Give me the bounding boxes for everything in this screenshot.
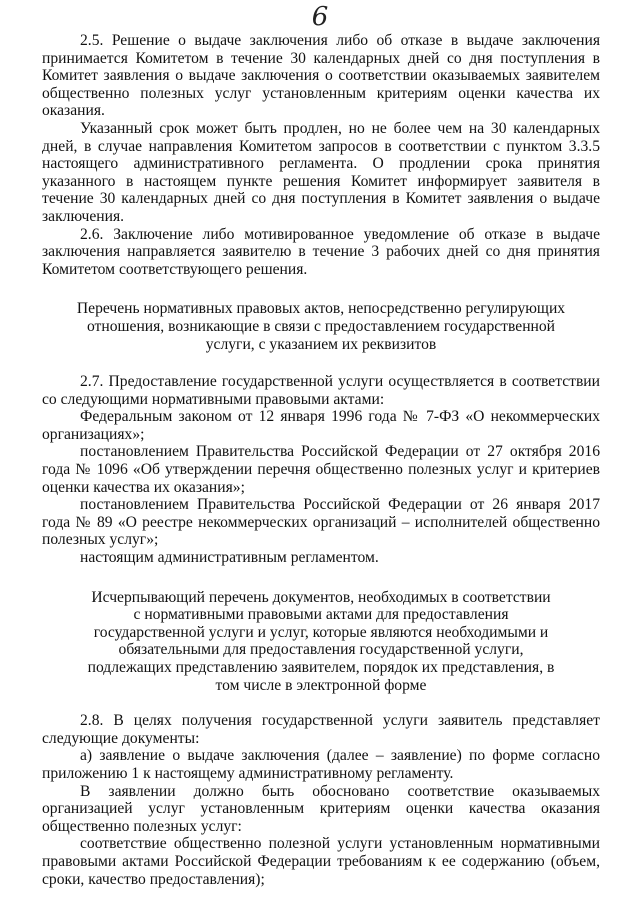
paragraph-2-8: 2.8. В целях получения государственной услуги заявитель представляет следующие документы: xyxy=(42,712,600,747)
legal-act-resolution-1096: постановлением Правительства Российской Федерации от 27 октября 2016 года № 1096 «Об утверждении перечня общественно полезных услуг и критериев оценки качества их оказания»; xyxy=(42,443,600,496)
paragraph-compliance: соответствие общественно полезной услуги установленным нормативными правовыми актами Российской Федерации требованиям к ее содержанию (объем, сроки, качество предоставления); xyxy=(42,835,600,888)
paragraph-2-5: 2.5. Решение о выдаче заключения либо об отказе в выдаче заключения принимается Комитетом в течение 30 календарных дней со дня поступления в Комитет заявления о выдаче заключения о соответствии оказываемых заявителем общественно полезных услуг установленным критериям оценки качества их оказания. xyxy=(42,32,600,120)
legal-act-federal-law: Федеральным законом от 12 января 1996 года № 7-ФЗ «О некоммерческих организациях»; xyxy=(42,408,600,443)
paragraph-2-6: 2.6. Заключение либо мотивированное уведомление об отказе в выдаче заключения направляется заявителю в течение 3 рабочих дней со дня принятия Комитетом соответствующего решения. xyxy=(42,225,600,278)
section-heading-documents: Исчерпывающий перечень документов, необходимых в соответствии с нормативными правовыми актами для предоставления государственной услуги и услуг, которые являются необходимыми и обязательными для предоставления государственной услуги, подлежащих представлению заявителем, порядок их представления, в том числе в электронной форме xyxy=(87,588,555,694)
paragraph-2-7: 2.7. Предоставление государственной услуги осуществляется в соответствии со следующими нормативными правовыми актами: xyxy=(42,373,600,408)
paragraph-justification: В заявлении должно быть обосновано соответствие оказываемых организацией услуг установленным критериям оценки качества оказания общественно полезных услуг: xyxy=(42,782,600,835)
paragraph-item-a: а) заявление о выдаче заключения (далее – заявление) по форме согласно приложению 1 к настоящему административному регламенту. xyxy=(42,747,600,782)
legal-act-regulation: настоящим административным регламентом. xyxy=(80,549,379,567)
legal-act-resolution-89: постановлением Правительства Российской Федерации от 26 января 2017 года № 89 «О реестре некоммерческих организаций – исполнителей общественно полезных услуг»; xyxy=(42,496,600,549)
page-number: 6 xyxy=(311,2,329,32)
section-heading-legal-acts: Перечень нормативных правовых актов, непосредственно регулирующих отношения, возникающие в связи с предоставлением государственной услуги, с указанием их реквизитов xyxy=(76,300,566,353)
document-body xyxy=(42,32,600,888)
paragraph-term-extension: Указанный срок может быть продлен, но не более чем на 30 календарных дней, в случае направления Комитетом запросов в соответствии с пунктом 3.3.5 настоящего административного регламента. О продлении срока принятия указанного в настоящем пункте решения Комитет информирует заявителя в течение 30 календарных дней со дня поступления в Комитет заявления о выдаче заключения. xyxy=(42,119,600,225)
